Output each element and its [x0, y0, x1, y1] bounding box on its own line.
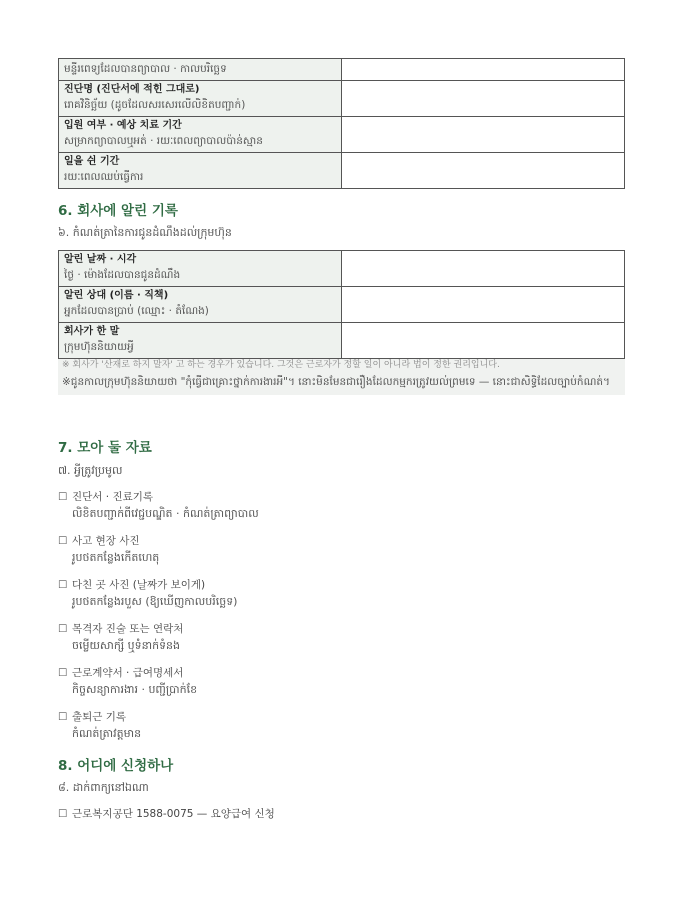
table-input-cell[interactable] [342, 323, 625, 359]
checkbox-icon[interactable]: ☐ [58, 667, 68, 679]
row-label-khmer: រោគវិនិច្ឆ័យ (ដូចដែលសរសេរលើលិខិតបញ្ជាក់) [64, 99, 246, 111]
section-8-subtitle: ៨. ដាក់ពាក្យនៅឯណា [58, 781, 149, 794]
checklist-item-korean: 다친 곳 사진 (날짜가 보이게) [72, 579, 206, 591]
note-khmer: ※ជូនកាលក្រុមហ៊ុននិយាយថា "កុំធ្វើជាគ្រោះថ្នាក់ការងារអី"។ នោះមិនមែនជារឿងដែលកម្មករត្រូវយល់ព្រមទេ — នោះជាសិទ្ធិដែលច្បាប់កំណត់។ [62, 376, 610, 388]
checklist-item[interactable] [58, 709, 625, 743]
row-label-khmer: ក្រុមហ៊ុននិយាយអ្វី [64, 341, 134, 353]
checklist-item-khmer: កិច្ចសន្យាការងារ · បញ្ជីប្រាក់ខែ [72, 683, 198, 696]
checklist-item-korean: 사고 현장 사진 [72, 535, 140, 547]
row-label-korean: 알린 날짜 · 시각 [64, 254, 137, 265]
document-page [58, 58, 625, 822]
checklist-item[interactable] [58, 533, 625, 567]
table-input-cell[interactable] [342, 153, 625, 189]
row-label-korean: 일을 쉰 기간 [64, 156, 120, 167]
checkbox-icon[interactable]: ☐ [58, 535, 68, 547]
row-label-khmer: សម្រាកព្យាបាលឬអត់ · រយៈពេលព្យាបាលប៉ាន់ស្មាន [64, 135, 263, 147]
section-7-subtitle: ៧. អ្វីត្រូវប្រមូល [58, 464, 123, 477]
table-label-cell [59, 251, 342, 287]
checklist-item[interactable] [58, 577, 625, 611]
section-6-title: 6. 회사에 알린 기록 [58, 203, 178, 219]
table-row [59, 153, 625, 189]
checklist-item-korean: 근로복지공단 1588-0075 — 요양급여 신청 [72, 808, 275, 820]
table-row [59, 251, 625, 287]
table-label-cell [59, 153, 342, 189]
section-6 [58, 202, 625, 241]
table-label-cell [59, 287, 342, 323]
table-input-cell[interactable] [342, 251, 625, 287]
table-label-cell [59, 59, 342, 81]
checklist-item[interactable] [58, 665, 625, 699]
table-input-cell[interactable] [342, 287, 625, 323]
table-row [59, 323, 625, 359]
checklist-item-korean: 출퇴근 기록 [72, 711, 127, 723]
table-row [59, 287, 625, 323]
application-checklist [58, 806, 625, 822]
checklist-item-korean: 근로계약서 · 급여명세서 [72, 667, 184, 679]
table-input-cell[interactable] [342, 59, 625, 81]
section-8-title: 8. 어디에 신청하나 [58, 758, 174, 774]
checklist-item-korean: 목격자 진술 또는 연락처 [72, 623, 184, 635]
company-report-table [58, 250, 625, 359]
table-label-cell [59, 323, 342, 359]
table-row [59, 117, 625, 153]
checkbox-icon[interactable]: ☐ [58, 808, 68, 820]
checkbox-icon[interactable]: ☐ [58, 491, 68, 503]
checklist-item-khmer: រូបថតកន្លែងកើតហេតុ [72, 551, 160, 564]
checklist-item-khmer: រូបថតកន្លែងរបួស (ឱ្យឃើញកាលបរិច្ឆេទ) [72, 595, 238, 608]
section-7-title: 7. 모아 둘 자료 [58, 440, 152, 456]
checklist-item[interactable] [58, 489, 625, 523]
medical-info-table [58, 58, 625, 189]
checklist-item[interactable] [58, 621, 625, 655]
row-label-korean: 회사가 한 말 [64, 326, 120, 337]
checklist-item-khmer: ចម្លើយសាក្សី ឬទំនាក់ទំនង [72, 639, 181, 652]
table-input-cell[interactable] [342, 117, 625, 153]
row-label-khmer: រយៈពេលឈប់ធ្វើការ [64, 171, 144, 183]
note-box [58, 359, 625, 395]
row-label-khmer: ថ្ងៃ · ម៉ោងដែលបានជូនដំណឹង [64, 269, 181, 281]
row-label-korean: 알린 상대 (이름 · 직책) [64, 290, 169, 301]
checkbox-icon[interactable]: ☐ [58, 711, 68, 723]
row-label-korean: 입원 여부 · 예상 치료 기간 [64, 120, 182, 131]
table-label-cell [59, 117, 342, 153]
section-8 [58, 757, 625, 796]
table-row [59, 59, 625, 81]
row-label-khmer: អ្នកដែលបានប្រាប់ (ឈ្មោះ · តំណែង) [64, 305, 209, 317]
row-label-korean: 진단명 (진단서에 적힌 그대로) [64, 84, 200, 95]
section-7 [58, 439, 625, 479]
table-input-cell[interactable] [342, 81, 625, 117]
checklist-item-khmer: កំណត់ត្រាវត្តមាន [72, 727, 142, 740]
table-row [59, 81, 625, 117]
note-korean: ※ 회사가 '산재로 하지 말자' 고 하는 경우가 있습니다. 그것은 근로자가 정할 일이 아니라 법이 정한 권리입니다. [62, 360, 500, 370]
table-label-cell [59, 81, 342, 117]
row-label-khmer: មន្ទីរពេទ្យដែលបានព្យាបាល · កាលបរិច្ឆេទ [64, 63, 227, 75]
checklist-item[interactable] [58, 806, 625, 822]
checklist-item-khmer: លិខិតបញ្ជាក់ពីវេជ្ជបណ្ឌិត · កំណត់ត្រាព្យាបាល [72, 507, 259, 520]
section-6-subtitle: ៦. កំណត់ត្រានៃការជូនដំណឹងដល់ក្រុមហ៊ុន [58, 226, 232, 239]
checkbox-icon[interactable]: ☐ [58, 623, 68, 635]
checklist-item-korean: 진단서 · 진료기록 [72, 491, 154, 503]
checkbox-icon[interactable]: ☐ [58, 579, 68, 591]
materials-checklist [58, 489, 625, 743]
